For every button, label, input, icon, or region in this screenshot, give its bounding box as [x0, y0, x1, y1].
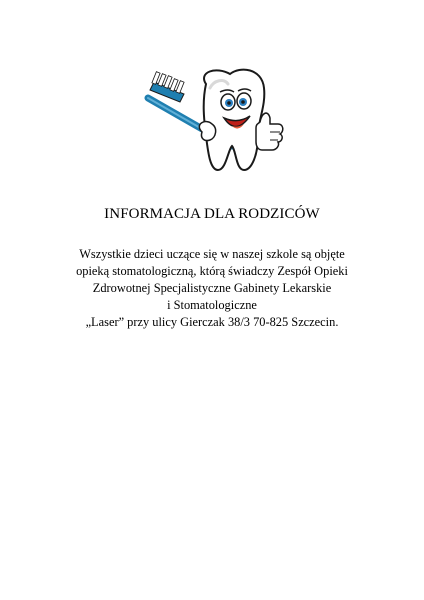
left-hand	[199, 122, 215, 141]
page-title: INFORMACJA DLA RODZICÓW	[104, 206, 320, 222]
tooth-mascot-icon	[140, 62, 290, 182]
paragraph-line: Wszystkie dzieci uczące się w naszej szkole są objęte	[79, 247, 345, 261]
paragraph-line: i Stomatologiczne	[167, 298, 257, 312]
information-paragraph	[36, 246, 388, 331]
paragraph-line: opieką stomatologiczną, którą świadczy Zespół Opieki	[76, 264, 348, 278]
paragraph-line: „Laser” przy ulicy Gierczak 38/3 70-825 Szczecin.	[85, 315, 339, 329]
paragraph-line: Zdrowotnej Specjalistyczne Gabinety Lekarskie	[92, 281, 332, 295]
